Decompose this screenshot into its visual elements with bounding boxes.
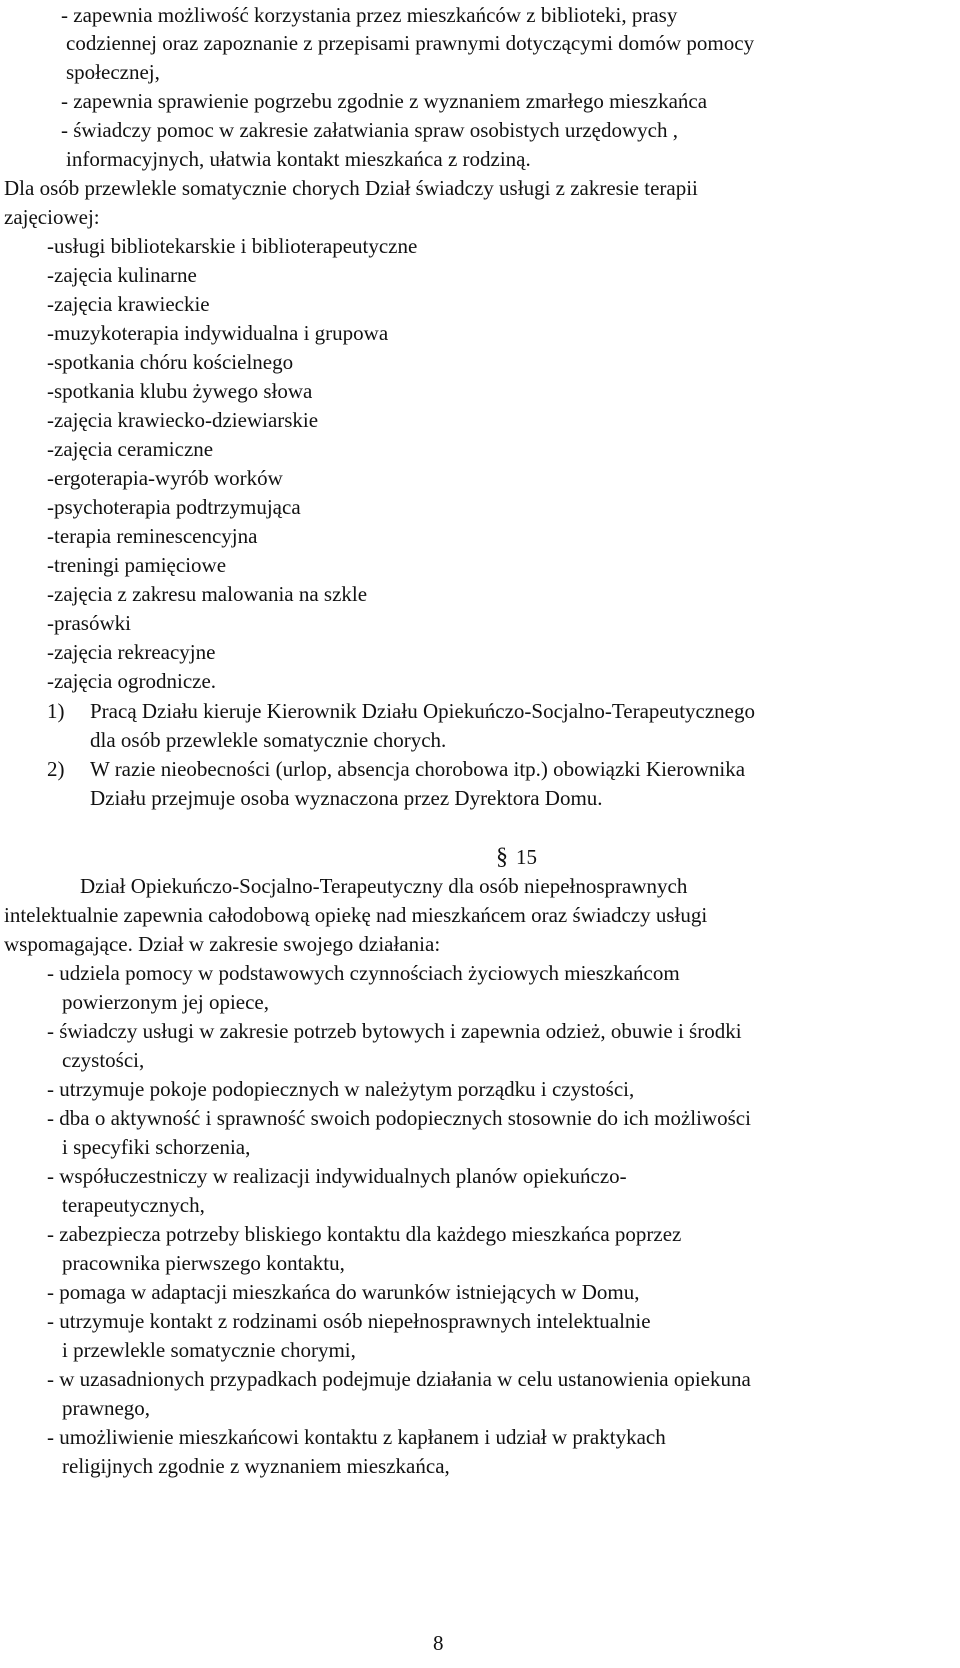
- therapy-item: -psychoterapia podtrzymująca: [47, 495, 301, 519]
- numbered-item-2-line-2: Działu przejmuje osoba wyznaczona przez Dyrektora Domu.: [90, 786, 603, 810]
- section-para-line-2: intelektualnie zapewnia całodobową opiekę nad mieszkańcem oraz świadczy usługi: [4, 903, 708, 927]
- section-para-line-1: Dział Opiekuńczo-Socjalno-Terapeutyczny dla osób niepełnosprawnych: [80, 874, 688, 898]
- therapy-item: -zajęcia krawiecko-dziewiarskie: [47, 408, 319, 432]
- section-item-6-line-2: pracownika pierwszego kontaktu,: [62, 1251, 345, 1275]
- section-number: 15: [516, 845, 537, 869]
- numbered-item-2-line-1: W razie nieobecności (urlop, absencja chorobowa itp.) obowiązki Kierownika: [90, 757, 746, 781]
- therapy-item: -terapia reminescencyjna: [47, 524, 258, 548]
- section-item-10-line-2: religijnych zgodnie z wyznaniem mieszkańca,: [62, 1454, 450, 1478]
- section-item-8-line-2: i przewlekle somatycznie chorymi,: [62, 1338, 356, 1362]
- section-item-8-line-1: - utrzymuje kontakt z rodzinami osób niepełnosprawnych intelektualnie: [47, 1309, 651, 1333]
- therapy-item: -zajęcia ceramiczne: [47, 437, 214, 461]
- section-para-line-3: wspomagające. Dział w zakresie swojego działania:: [4, 932, 441, 956]
- section-item-10-line-1: - umożliwienie mieszkańcowi kontaktu z kapłanem i udział w praktykach: [47, 1425, 666, 1449]
- therapy-item: -spotkania chóru kościelnego: [47, 350, 294, 374]
- therapy-item: -treningi pamięciowe: [47, 553, 227, 577]
- page-number: 8: [433, 1631, 444, 1655]
- section-item-4-line-2: i specyfiki schorzenia,: [62, 1135, 251, 1159]
- section-item-1-line-1: - udziela pomocy w podstawowych czynnościach życiowych mieszkańcom: [47, 961, 680, 985]
- section-item-2-line-1: - świadczy usługi w zakresie potrzeb bytowych i zapewnia odzież, obuwie i środki: [47, 1019, 742, 1043]
- section-item-4-line-1: - dba o aktywność i sprawność swoich podopiecznych stosownie do ich możliwości: [47, 1106, 751, 1130]
- intro-line-1: Dla osób przewlekle somatycznie chorych Dział świadczy usługi z zakresie terapii: [4, 176, 698, 200]
- top-list-item-1-line-2: codziennej oraz zapoznanie z przepisami prawnymi dotyczącymi domów pomocy: [66, 31, 755, 55]
- top-list-item-2-line-1: - zapewnia sprawienie pogrzebu zgodnie z wyznaniem zmarłego mieszkańca: [61, 89, 708, 113]
- numbered-item-2-number: 2): [47, 757, 65, 781]
- numbered-item-1-line-2: dla osób przewlekle somatycznie chorych.: [90, 728, 447, 752]
- section-item-5-line-1: - współuczestniczy w realizacji indywidualnych planów opiekuńczo-: [47, 1164, 627, 1188]
- intro-line-2: zajęciowej:: [4, 205, 100, 229]
- top-list-item-3-line-2: informacyjnych, ułatwia kontakt mieszkańca z rodziną.: [66, 147, 531, 171]
- therapy-item: -zajęcia ogrodnicze.: [47, 669, 217, 693]
- top-list-item-3-line-1: - świadczy pomoc w zakresie załatwiania spraw osobistych urzędowych ,: [61, 118, 678, 142]
- section-item-2-line-2: czystości,: [62, 1048, 145, 1072]
- therapy-item: -spotkania klubu żywego słowa: [47, 379, 313, 403]
- therapy-item: -usługi bibliotekarskie i biblioterapeutyczne: [47, 234, 418, 258]
- therapy-item: -zajęcia z zakresu malowania na szkle: [47, 582, 368, 606]
- therapy-item: -muzykoterapia indywidualna i grupowa: [47, 321, 389, 345]
- top-list-item-1-line-1: - zapewnia możliwość korzystania przez mieszkańców z biblioteki, prasy: [61, 3, 678, 27]
- section-heading: [496, 842, 537, 872]
- numbered-item-1-line-1: Pracą Działu kieruje Kierownik Działu Opiekuńczo-Socjalno-Terapeutycznego: [90, 699, 756, 723]
- section-item-6-line-1: - zabezpiecza potrzeby bliskiego kontaktu dla każdego mieszkańca poprzez: [47, 1222, 682, 1246]
- therapy-item: -zajęcia krawieckie: [47, 292, 210, 316]
- section-item-9-line-1: - w uzasadnionych przypadkach podejmuje działania w celu ustanowienia opiekuna: [47, 1367, 751, 1391]
- section-item-5-line-2: terapeutycznych,: [62, 1193, 205, 1217]
- numbered-item-1-number: 1): [47, 699, 65, 723]
- section-item-9-line-2: prawnego,: [62, 1396, 151, 1420]
- therapy-item: -zajęcia kulinarne: [47, 263, 197, 287]
- section-mark: §: [496, 844, 508, 870]
- section-item-7-line-1: - pomaga w adaptacji mieszkańca do warunków istniejących w Domu,: [47, 1280, 640, 1304]
- therapy-item: -prasówki: [47, 611, 131, 635]
- section-item-3-line-1: - utrzymuje pokoje podopiecznych w należytym porządku i czystości,: [47, 1077, 635, 1101]
- top-list-item-1-line-3: społecznej,: [66, 60, 160, 84]
- section-item-1-line-2: powierzonym jej opiece,: [62, 990, 270, 1014]
- therapy-item: -ergoterapia-wyrób worków: [47, 466, 283, 490]
- therapy-item: -zajęcia rekreacyjne: [47, 640, 216, 664]
